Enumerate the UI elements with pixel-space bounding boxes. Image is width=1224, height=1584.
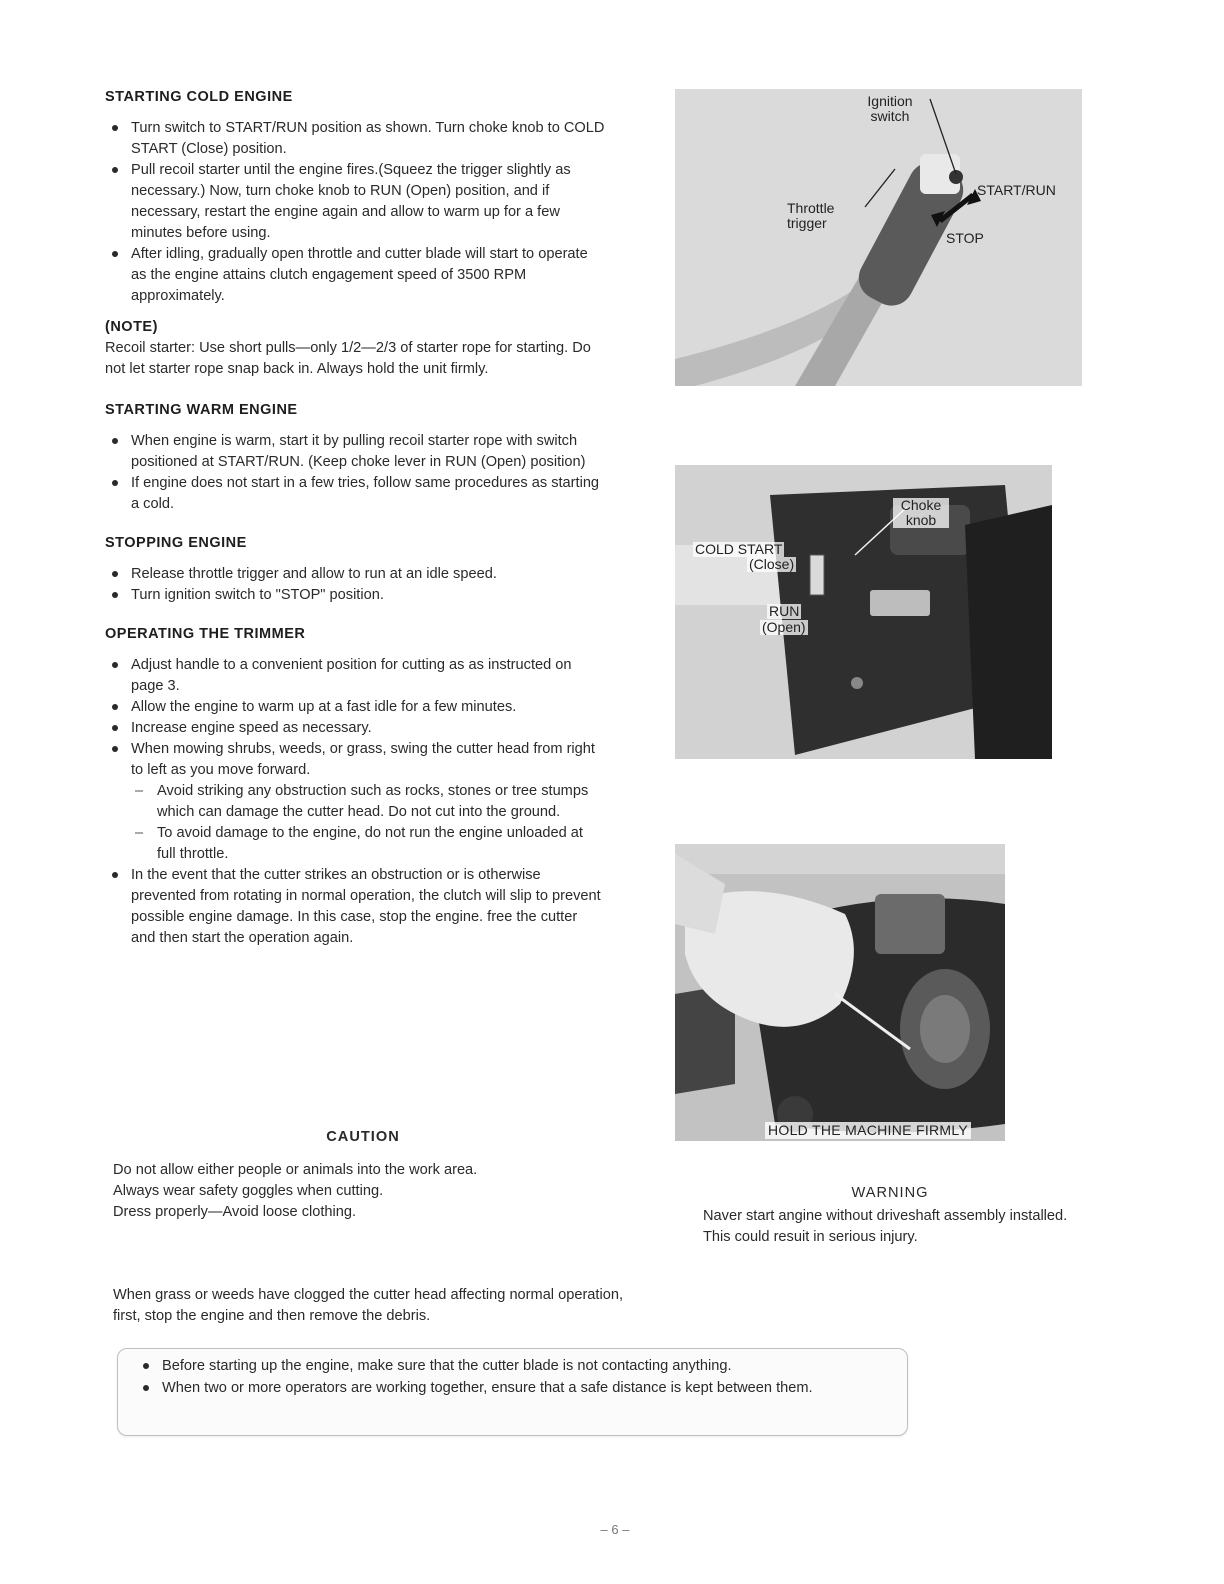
operate-item-2: Allow the engine to warm up at a fast idle for a few minutes. xyxy=(105,697,605,718)
section-title-operate: OPERATING THE TRIMMER xyxy=(105,626,306,642)
cold-item-2: Pull recoil starter until the engine fires.(Squeez the trigger slightly as necessary.) Now, turn choke knob to RUN (Open) position, and if necessary, restart the engine again and allow to warm up for a few minutes before using. xyxy=(105,160,605,244)
photo-ignition-switch xyxy=(675,89,1082,386)
note-title: (NOTE) xyxy=(105,319,158,335)
stop-list xyxy=(105,564,605,606)
caution-line-3: Dress properly—Avoid loose clothing. xyxy=(113,1204,357,1220)
warm-item-2: If engine does not start in a few tries, follow same procedures as starting a cold. xyxy=(105,473,605,515)
section-title-stop: STOPPING ENGINE xyxy=(105,535,247,551)
label-cold-start: COLD START xyxy=(695,541,783,557)
caution-line-1: Do not allow either people or animals into the work area. xyxy=(113,1162,478,1178)
operate-item-1: Adjust handle to a convenient position for cutting as as instructed on page 3. xyxy=(105,655,605,697)
cold-item-1: Turn switch to START/RUN position as shown. Turn choke knob to COLD START (Close) position. xyxy=(105,118,605,160)
left-column xyxy=(105,87,605,949)
engine-illustration xyxy=(675,465,1052,759)
cold-list xyxy=(105,118,605,307)
stop-item-1: Release throttle trigger and allow to run at an idle speed. xyxy=(105,564,605,585)
handle-illustration xyxy=(675,89,1082,386)
operate-subitem-2: – To avoid damage to the engine, do not run the engine unloaded at full throttle. xyxy=(105,823,605,865)
label-open: (Open) xyxy=(762,619,806,635)
label-run: RUN xyxy=(769,603,800,619)
caution-title: CAUTION xyxy=(326,1129,400,1145)
stop-item-2: Turn ignition switch to "STOP" position. xyxy=(105,585,605,606)
operate-item-4: When mowing shrubs, weeds, or grass, swing the cutter head from right to left as you move forward. xyxy=(105,739,605,781)
clog-text: When grass or weeds have clogged the cutter head affecting normal operation, first, stop the engine and then remove the debris. xyxy=(113,1287,624,1324)
label-hold-machine: HOLD THE MACHINE FIRMLY xyxy=(765,1122,971,1139)
operate-item-3: Increase engine speed as necessary. xyxy=(105,718,605,739)
safety-item-2: When two or more operators are working together, ensure that a safe distance is kept between them. xyxy=(136,1378,896,1400)
label-choke-knob: Choke knob xyxy=(893,498,949,528)
photo-choke-knob xyxy=(675,465,1052,759)
page-number: – 6 – xyxy=(600,1522,630,1537)
hand-engine-illustration xyxy=(675,844,1005,1141)
warning-text: Naver start angine without driveshaft assembly installed. This could resuit in serious injury. xyxy=(703,1208,1068,1245)
note-text: Recoil starter: Use short pulls—only 1/2—2/3 of starter rope for starting. Do not let starter rope snap back in. Always hold the unit firmly. xyxy=(105,340,591,377)
caution-line-2: Always wear safety goggles when cutting. xyxy=(113,1183,384,1199)
label-start-run: START/RUN xyxy=(977,182,1056,198)
label-throttle-trigger: Throttle trigger xyxy=(787,200,835,231)
safety-item-1: Before starting up the engine, make sure that the cutter blade is not contacting anything. xyxy=(136,1356,896,1378)
section-title-cold: STARTING COLD ENGINE xyxy=(105,89,293,105)
label-stop: STOP xyxy=(946,230,984,246)
operate-list xyxy=(105,655,605,949)
operate-item-5: In the event that the cutter strikes an obstruction or is otherwise prevented from rotating in normal operation, the clutch will slip to prevent possible engine damage. In this case, stop the engine. free the cutter and then start the operation again. xyxy=(105,865,605,949)
operate-subitem-1: – Avoid striking any obstruction such as rocks, stones or tree stumps which can damage the cutter head. Do not cut into the ground. xyxy=(105,781,605,823)
label-close: (Close) xyxy=(749,556,795,572)
caution-text xyxy=(113,1160,633,1223)
photo-hold-machine xyxy=(675,844,1005,1141)
cold-item-3: After idling, gradually open throttle and cutter blade will start to operate as the engine attains clutch engagement speed of 3500 RPM approximately. xyxy=(105,244,605,307)
section-title-warm: STARTING WARM ENGINE xyxy=(105,402,298,418)
warm-list xyxy=(105,431,605,515)
warning-title: WARNING xyxy=(851,1185,929,1201)
warm-item-1: When engine is warm, start it by pulling recoil starter rope with switch positioned at START/RUN. (Keep choke lever in RUN (Open) position) xyxy=(105,431,605,473)
label-ignition-switch: Ignition switch xyxy=(867,93,913,124)
safety-notice-box xyxy=(117,1348,908,1436)
safety-list xyxy=(136,1356,896,1399)
